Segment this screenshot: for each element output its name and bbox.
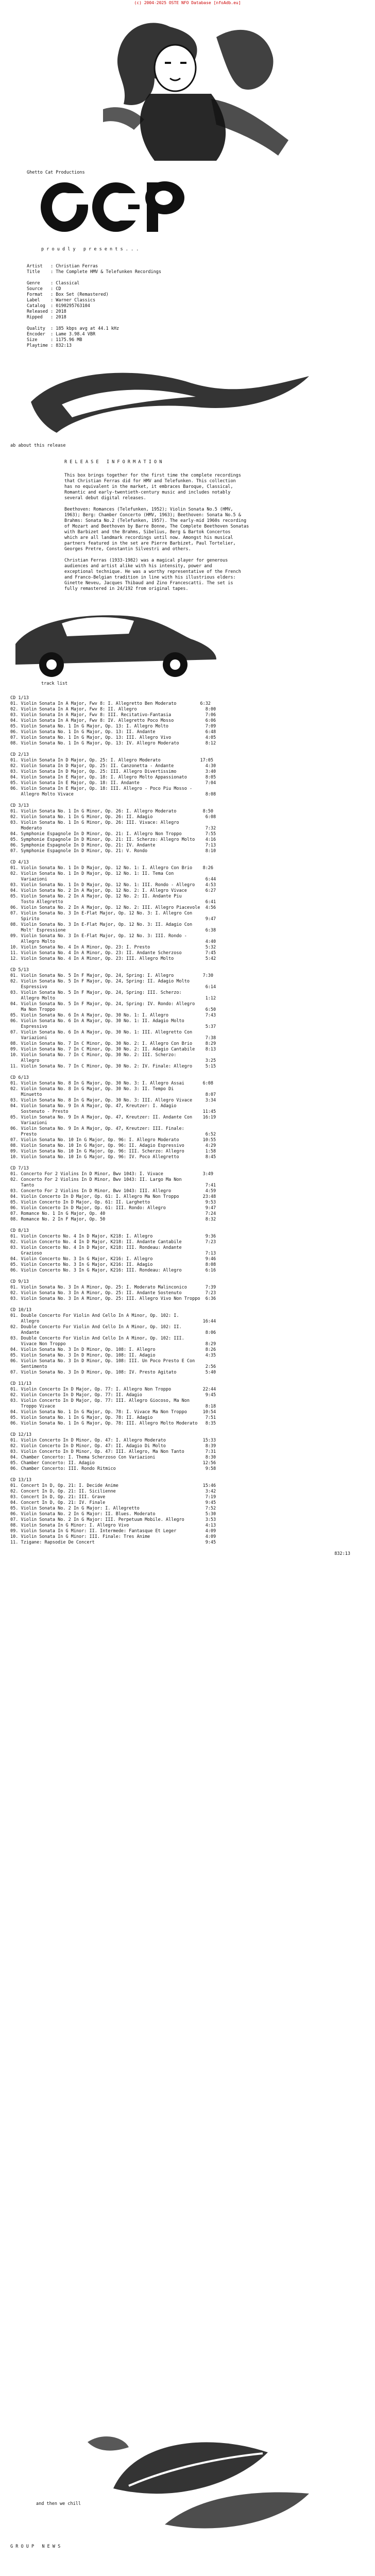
- value-catalog: : 0190295763104: [50, 303, 90, 309]
- ribbon-ascii-art: [0, 2571, 375, 2576]
- total-playtime: 832:13: [334, 1551, 350, 1556]
- cd-tracks: 01. Violin Sonata No. 8 In G Major, Op. 30 No. 3: I. Allegro Assai 6:08 02. Violin Sonata No. 8 In G Major, Op. 30 No. 3: II. Tempo Di Minuetto 8:07 03. Violin Sonata No. 8 In G Major, Op. 30 No. 3: III. Allegro Vivace 3:34 04. Violin Sonata No. 9 In A Major, Op. 47, Kreutzer: I. Adagio Sostenuto - Presto 11:45 05. Violin Sonata No. 9 In A Major, Op. 47, Kreutzer: II. Andante Con 16:19 Variazioni 06. Violin Sonata No. 9 In A Major, Op. 47, Kreutzer: III. Finale: Presto 6:52 07. Violin Sonata No. 10 In G Major, Op. 96: I. Allegro Moderato 10:55 08. Violin Sonata No. 10 In G Major, Op. 96: II. Adagio Espressivo 4:29 09. Violin Sonata No. 10 In G Major, Op. 96: III. Scherzo: Allegro 1:58 10. Violin Sonata No. 10 In G Major, Op. 96: IV. Poco Allegretto 8:45: [10, 1081, 216, 1160]
- cd-title: CD 11/13: [10, 1381, 31, 1386]
- gcp-logo-art: [0, 175, 375, 242]
- cd-title: CD 1/13: [10, 696, 29, 701]
- label-encoder: Encoder: [27, 332, 51, 337]
- value-size: : 1175.96 MB: [50, 337, 82, 343]
- release-info: [27, 264, 161, 349]
- cd-tracks: 01. Double Concerto For Violin And Cello In A Minor, Op. 102: I. Allegro 16:44 02. Double Concerto For Violin And Cello In A Minor, Op. 102: II. Andante 8:06 03. Double Concerto For Violin And Cello In A Minor, Op. 102: III. Vivace Non Troppo 8:29 04. Violin Sonata No. 3 In D Minor, Op. 108: I. Allegro 8:26 05. Violin Sonata No. 3 In D Minor, Op. 108: II. Adagio 4:35 06. Violin Sonata No. 3 In D Minor, Op. 108: III. Un Poco Presto E Con Sentimento 2:56 07. Violin Sonata No. 3 In D Minor, Op. 108: IV. Presto Agitato 5:40: [10, 1313, 216, 1375]
- label-label: Label: [27, 298, 51, 303]
- label-playtime: Playtime: [27, 343, 51, 348]
- value-title: : The Complete HMV & Telefunken Recordings: [50, 269, 161, 275]
- group-news-header: G R O U P N E W S: [10, 2544, 61, 2549]
- cd-title: CD 4/13: [10, 860, 29, 865]
- label-size: Size: [27, 337, 51, 343]
- label-quality: Quality: [27, 326, 51, 331]
- cd-tracks: 01. Violin Sonata In D Major, Op. 25: I. Allegro Moderato 17:05 02. Violin Sonata In D Major, Op. 25: II. Canzonetta - Andante 4:30 03. Violin Sonata In D Major, Op. 25: III. Allegro Divertissimo 3:40 04. Violin Sonata In E Major, Op. 18: I. Allegro Molto Appassionato 8:05 05. Violin Sonata In E Major, Op. 18: II. Andante 7:04 06. Violin Sonata In E Major, Op. 18: III. Allegro - Poco Piu Mosso - Allegro Molto Vivace 8:08: [10, 758, 216, 797]
- cd-tracks: 01. Violin Sonata No. 5 In F Major, Op. 24, Spring: I. Allegro 7:30 02. Violin Sonata No. 5 In F Major, Op. 24, Spring: II. Adagio Molto Espressivo 6:14 03. Violin Sonata No. 5 In F Major, Op. 24, Spring: III. Scherzo: Allegro Molto 1:12 04. Violin Sonata No. 5 In F Major, Op. 24, Spring: IV. Rondo: Allegro Ma Non Troppo 6:50 05. Violin Sonata No. 6 In A Major, Op. 30 No. 1: I. Allegro 7:43 06. Violin Sonata No. 6 In A Major, Op. 30 No. 1: II. Adagio Molto Espressivo 5:37 07. Violin Sonata No. 6 In A Major, Op. 30 No. 1: III. Allegretto Con Variazioni 7:38 08. Violin Sonata No. 7 In C Minor, Op. 30 No. 2: I. Allegro Con Brio 8:29 09. Violin Sonata No. 7 In C Minor, Op. 30 No. 2: II. Adagio Cantabile 8:13 10. Violin Sonata No. 7 In C Minor, Op. 30 No. 2: III. Scherzo: Allegro 3:25 11. Violin Sonata No. 7 In C Minor, Op. 30 No. 2: IV. Finale: Allegro 5:15: [10, 973, 216, 1069]
- label-format: Format: [27, 292, 51, 297]
- cd-tracks: 01. Violin Sonata No. 3 In A Minor, Op. 25: I. Moderato Malinconico 7:39 02. Violin Sonata No. 3 In A Minor, Op. 25: II. Andante Sostenuto 7:23 03. Violin Sonata No. 3 In A Minor, Op. 25: III. Allegro Vivo Non Troppo 6:36: [10, 1285, 216, 1301]
- news-tag: and then we chill: [36, 2501, 81, 2506]
- swirl-ascii-art: [0, 355, 375, 438]
- car-ascii-art: [0, 592, 375, 680]
- cd-title: CD 8/13: [10, 1228, 29, 1233]
- cd-title: CD 3/13: [10, 803, 29, 808]
- cd-tracks: 01. Violin Sonata No. 1 In D Major, Op. 12 No. 1: I. Allegro Con Brio 8:26 02. Violin Sonata No. 1 In D Major, Op. 12 No. 1: II. Tema Con Variazioni 6:44 03. Violin Sonata No. 1 In D Major, Op. 12 No. 1: III. Rondo - Allegro 4:53 04. Violin Sonata No. 2 In A Major, Op. 12 No. 2: I. Allegro Vivace 6:27 05. Violin Sonata No. 2 In A Major, Op. 12 No. 2: II. Andante Piu Tosto Allegretto 6:41 06. Violin Sonata No. 2 In A Major, Op. 12 No. 2: III. Allegro Piacevole 4:56 07. Violin Sonata No. 3 In E-Flat Major, Op. 12 No. 3: I. Allegro Con Spirito 9:47 08. Violin Sonata No. 3 In E-Flat Major, Op. 12 No. 3: II. Adagio Con Molt' Espressione 6:38 09. Violin Sonata No. 3 In E-Flat Major, Op. 12 No. 3: III. Rondo - Allegro Molto 4:40 10. Violin Sonata No. 4 In A Minor, Op. 23: I. Presto 5:32 11. Violin Sonata No. 4 In A Minor, Op. 23: II. Andante Scherzoso 7:45 12. Violin Sonata No. 4 In A Minor, Op. 23: III. Allegro Molto 5:42: [10, 866, 216, 961]
- cd-tracks: 01. Concerto For 2 Violins In D Minor, Bwv 1043: I. Vivace 3:49 02. Concerto For 2 Violins In D Minor, Bwv 1043: II. Largo Ma Non Tanto 7:41 03. Concerto For 2 Violins In D Minor, Bwv 1043: III. Allegro 4:59 04. Violin Concerto In D Major, Op. 61: I. Allegro Ma Non Troppo 23:48 05. Violin Concerto In D Major, Op. 61: II. Larghetto 9:53 06. Violin Concerto In D Major, Op. 61: III. Rondo: Allegro 9:47 07. Romance No. 1 In G Major, Op. 40 7:24 08. Romance No. 2 In F Major, Op. 50 8:32: [10, 1172, 216, 1222]
- group-name: Ghetto Cat Productions: [27, 170, 85, 175]
- value-ripped: : 2018: [50, 315, 66, 320]
- label-artist: Artist: [27, 264, 51, 269]
- cd-tracks: 01. Violin Concerto In D Minor, Op. 47: I. Allegro Moderato 15:33 02. Violin Concerto In D Minor, Op. 47: II. Adagio Di Molto 8:39 03. Violin Concerto In D Minor, Op. 47: III. Allegro, Ma Non Tanto 7:31 04. Chamber Concerto: I. Thema Scherzoso Con Variazioni 8:30 05. Chamber Concerto: II. Adagio 12:56 06. Chamber Concerto: III. Rondo Ritmico 9:58: [10, 1438, 216, 1471]
- release-text: This box brings together for the first time the complete recordings that Christian Ferras did for HMV and Telefunken. This collection has no equivalent in the market, it embraces Baroque, Classical, Romantic and early-twentieth-century music and includes notably several debut digital releases. Beethoven: Romances (Telefunken, 1952); Violin Sonata No.5 (HMV, 1963); Berg: Chamber Concerto (HMV, 1963); Beethoven: Sonata No.5 & Brahms: Sonata No.2 (Telefunken, 1957). The early-mid 1960s recording of Mozart and Beethoven by Barre Bonne, The Complete Beethoven Sonatas with Barbizet and the Brahms, Sibelius, Berg & Bartok Concertos which are all landmark recordings until now. Amongst his musical partners featured in the set are Pierre Barbizet, Paul Tortelier, Georges Pretre, Constantin Silvestri and others. Christian Ferras (1933-1982) was a magical player for generous audiences and artist alike with his intensity, power and exceptional technique. He was a worthy representative of the French and Franco-Belgian tradition in line with his illustrious elders: Ginette Neveu, Jacques Thibaud and Zino Francescatti. The set is fully remastered in 24/192 from original tapes.: [64, 473, 249, 591]
- cd-title: CD 10/13: [10, 1308, 31, 1313]
- leaves-ascii-art: [0, 2421, 375, 2540]
- value-format: : Box Set (Remastered): [50, 292, 109, 297]
- value-encoder: : Lame 3.98.4 VBR: [50, 332, 96, 337]
- value-quality: : 185 kbps avg at 44.1 kHz: [50, 326, 120, 331]
- release-header: R E L E A S E I N F O R M A T I O N: [64, 460, 162, 465]
- label-catalog: Catalog: [27, 303, 51, 309]
- track-list: [10, 696, 366, 1557]
- cd-title: CD 7/13: [10, 1166, 29, 1171]
- cd-title: CD 12/13: [10, 1432, 31, 1437]
- tracklist-label: track list: [41, 681, 68, 686]
- cd-tracks: 01. Violin Concerto No. 4 In D Major, K218: I. Allegro 9:36 02. Violin Concerto No. 4 In D Major, K218: II. Andante Cantabile 7:23 03. Violin Concerto No. 4 In D Major, K218: III. Rondeau: Andante Grazioso 7:13 04. Violin Concerto No. 3 In G Major, K216: I. Allegro 9:46 05. Violin Concerto No. 3 In G Major, K216: II. Adagio 8:08 06. Violin Concerto No. 3 In G Major, K216: III. Rondeau: Allegro 6:16: [10, 1234, 216, 1273]
- cd-title: CD 5/13: [10, 968, 29, 973]
- source-banner: (c) 2004-2025 OSTE NFO Database [nfoAdb.eu]: [134, 1, 241, 5]
- value-artist: : Christian Ferras: [50, 264, 98, 269]
- value-source: : CD: [50, 286, 61, 292]
- cd-tracks: 01. Violin Sonata In A Major, Fwv 8: I. Allegretto Ben Moderato 6:32 02. Violin Sonata In A Major, Fwv 8: II. Allegro 8:00 03. Violin Sonata In A Major, Fwv 8: III. Recitativo-Fantasia 7:06 04. Violin Sonata In A Major, Fwv 8: IV. Allegretto Poco Mosso 6:06 05. Violin Sonata No. 1 In G Major, Op. 13: I. Allegro Molto 7:09 06. Violin Sonata No. 1 In G Major, Op. 13: II. Andante 6:48 07. Violin Sonata No. 1 In G Major, Op. 13: III. Allegro Vivo 4:05 08. Violin Sonata No. 1 In G Major, Op. 13: IV. Allegro Moderato 8:12: [10, 701, 216, 746]
- label-title: Title: [27, 269, 51, 275]
- cd-tracks: 01. Violin Concerto In D Major, Op. 77: I. Allegro Non Troppo 22:44 02. Violin Concerto In D Major, Op. 77: II. Adagio 9:45 03. Violin Concerto In D Major, Op. 77: III. Allegro Giocoso, Ma Non Troppo Vivace 8:18 04. Violin Sonata No. 1 In G Major, Op. 78: I. Vivace Ma Non Troppo 10:54 05. Violin Sonata No. 1 In G Major, Op. 78: II. Adagio 7:51 06. Violin Sonata No. 1 In G Major, Op. 78: III. Allegro Molto Moderato 8:35: [10, 1387, 216, 1426]
- cd-title: CD 9/13: [10, 1279, 29, 1284]
- label-source: Source: [27, 286, 51, 292]
- cd-tracks: 01. Concert In D, Op. 21: I. Decide Anime 15:46 02. Concert In D, Op. 21: II. Sicilienne 3:42 03. Concert In D, Op. 21: III. Grave 7:19 04. Concert In D, Op. 21: IV. Finale 9:45 05. Violin Sonata No. 2 In G Major: I. Allegretto 7:52 06. Violin Sonata No. 2 In G Major: II. Blues. Moderato 5:30 07. Violin Sonata No. 2 In G Major: III. Perpetuum Mobile. Allegro 3:53 08. Violin Sonata In G Minor: I. Allegro Vivo 4:13 09. Violin Sonata In G Minor: II. Intermede: Fantasque Et Leger 4:09 10. Violin Sonata In G Minor: III. Finale: Tres Anime 4:09 11. Tzigane: Rapsodie De Concert 9:45: [10, 1483, 216, 1545]
- cd-tracks: 01. Violin Sonata No. 1 In G Minor, Op. 26: I. Allegro Moderato 8:50 02. Violin Sonata No. 1 In G Minor, Op. 26: II. Adagio 6:08 03. Violin Sonata No. 1 In G Minor, Op. 26: III. Vivace: Allegro Moderato 7:32 04. Symphonie Espagnole In D Minor, Op. 21: I. Allegro Non Troppo 7:55 05. Symphonie Espagnole In D Minor, Op. 21: II. Scherzo: Allegro Molto 4:16 06. Symphonie Espagnole In D Minor, Op. 21: IV. Andante 7:13 07. Symphonie Espagnole In D Minor, Op. 21: V. Rondo 8:10: [10, 809, 216, 854]
- label-genre: Genre: [27, 281, 51, 286]
- about-label: ab about this release: [10, 443, 66, 448]
- presents-line: p r o u d l y p r e s e n t s . . .: [41, 247, 139, 252]
- value-released: : 2018: [50, 309, 66, 314]
- label-released: Released: [27, 309, 51, 314]
- cover-ascii-art: [0, 6, 375, 166]
- value-playtime: : 832:13: [50, 343, 72, 348]
- value-genre: : Classical: [50, 281, 80, 286]
- cd-title: CD 2/13: [10, 752, 29, 757]
- value-label: : Warner Classics: [50, 298, 96, 303]
- cd-title: CD 13/13: [10, 1478, 31, 1483]
- cd-title: CD 6/13: [10, 1075, 29, 1080]
- label-ripped: Ripped: [27, 315, 51, 320]
